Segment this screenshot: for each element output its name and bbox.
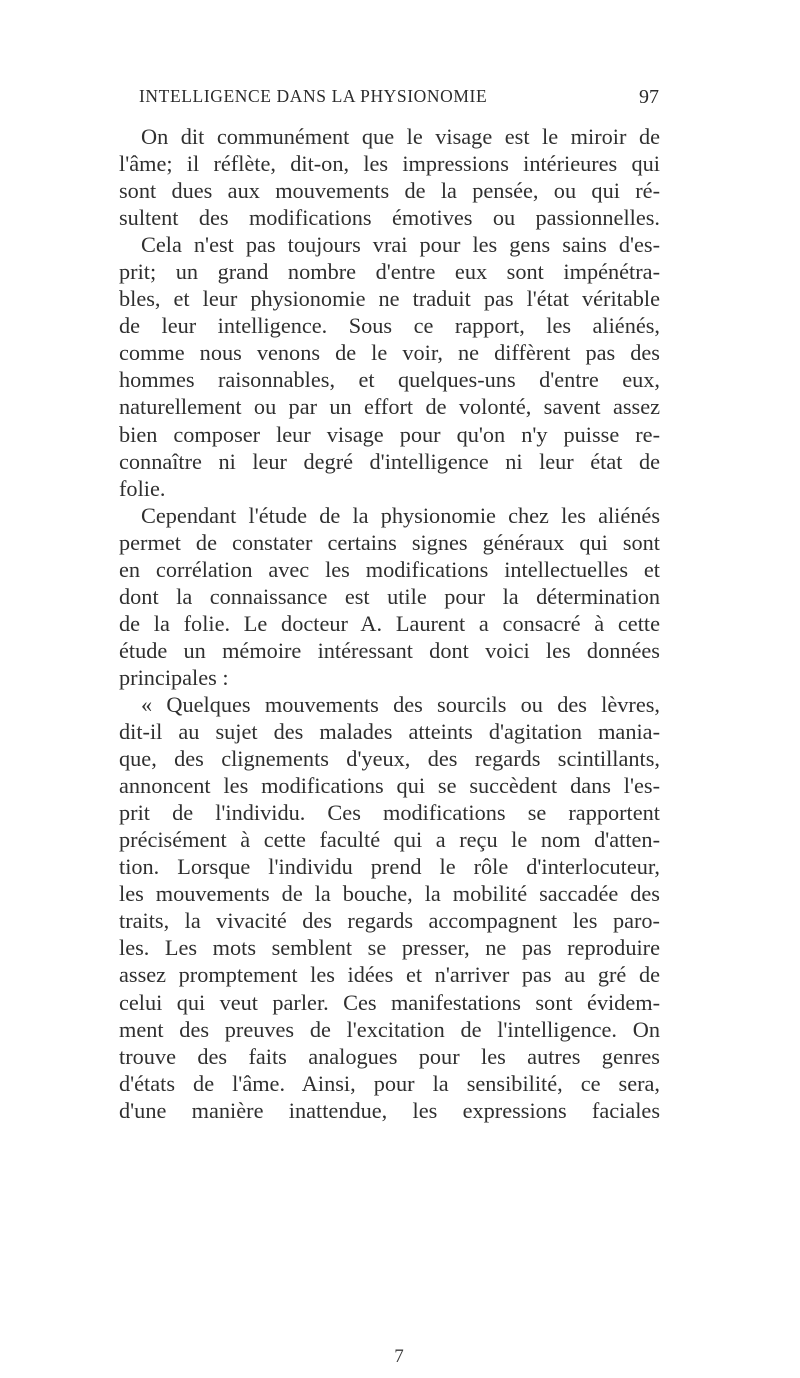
text-line: annoncent les modifications qui se succèdent dans l'es-: [119, 773, 660, 799]
text-line: que, des clignements d'yeux, des regards scintillants,: [119, 746, 660, 772]
text-line: bien composer leur visage pour qu'on n'y puisse re-: [119, 421, 660, 447]
running-title: INTELLIGENCE DANS LA PHYSIONOMIE: [139, 86, 488, 106]
text-line: l'âme; il réflète, dit-on, les impressions intérieures qui: [119, 151, 660, 177]
text-line: celui qui veut parler. Ces manifestations sont évidem-: [119, 989, 660, 1015]
text-line: en corrélation avec les modifications intellectuelles et: [119, 556, 660, 582]
text-line: trouve des faits analogues pour les autres genres: [119, 1043, 660, 1069]
text-line: étude un mémoire intéressant dont voici les données: [119, 637, 660, 663]
text-line: prit de l'individu. Ces modifications se rapportent: [119, 800, 660, 826]
text-line: d'une manière inattendue, les expressions faciales: [119, 1097, 660, 1123]
text-line: ment des preuves de l'excitation de l'intelligence. On: [119, 1016, 660, 1042]
text-line: prit; un grand nombre d'entre eux sont impénétra-: [119, 259, 660, 285]
text-line: sont dues aux mouvements de la pensée, ou qui ré-: [119, 178, 660, 204]
text-line: précisément à cette faculté qui a reçu le nom d'atten-: [119, 827, 660, 853]
text-line: sultent des modifications émotives ou passionnelles.: [119, 205, 660, 231]
text-line: hommes raisonnables, et quelques-uns d'entre eux,: [119, 367, 660, 393]
text-line: On dit communément que le visage est le miroir de: [141, 124, 660, 149]
text-line: dont la connaissance est utile pour la détermination: [119, 583, 660, 609]
text-line: « Quelques mouvements des sourcils ou des lèvres,: [141, 691, 660, 717]
text-line: traits, la vivacité des regards accompagnent les paro-: [119, 908, 660, 934]
text-line: tion. Lorsque l'individu prend le rôle d'interlocuteur,: [119, 854, 660, 880]
text-line: assez promptement les idées et n'arriver pas au gré de: [119, 962, 660, 988]
text-line: dit-il au sujet des malades atteints d'agitation mania-: [119, 719, 660, 745]
text-line: d'états de l'âme. Ainsi, pour la sensibilité, ce sera,: [119, 1070, 660, 1096]
text-line: principales :: [119, 664, 229, 690]
text-line: de leur intelligence. Sous ce rapport, les aliénés,: [119, 313, 660, 339]
text-line: les. Les mots semblent se presser, ne pas reproduire: [119, 935, 660, 961]
text-line: de la folie. Le docteur A. Laurent a consacré à cette: [119, 610, 660, 636]
text-line: connaître ni leur degré d'intelligence ni leur état de: [119, 448, 660, 474]
text-line: permet de constater certains signes généraux qui sont: [119, 529, 660, 555]
page-number: 97: [639, 86, 659, 108]
text-line: naturellement ou par un effort de volonté, savent assez: [119, 394, 660, 420]
text-line: les mouvements de la bouche, la mobilité saccadée des: [119, 881, 660, 907]
text-line: folie.: [119, 475, 166, 501]
text-line: bles, et leur physionomie ne traduit pas l'état véritable: [119, 286, 660, 312]
body-text: [119, 123, 660, 1124]
text-line: Cependant l'étude de la physionomie chez les aliénés: [141, 502, 660, 528]
text-line: comme nous venons de le voir, ne diffèrent pas des: [119, 340, 660, 366]
text-line: Cela n'est pas toujours vrai pour les gens sains d'es-: [141, 232, 660, 258]
signature-mark: 7: [394, 1346, 404, 1367]
page-header: [139, 86, 659, 116]
